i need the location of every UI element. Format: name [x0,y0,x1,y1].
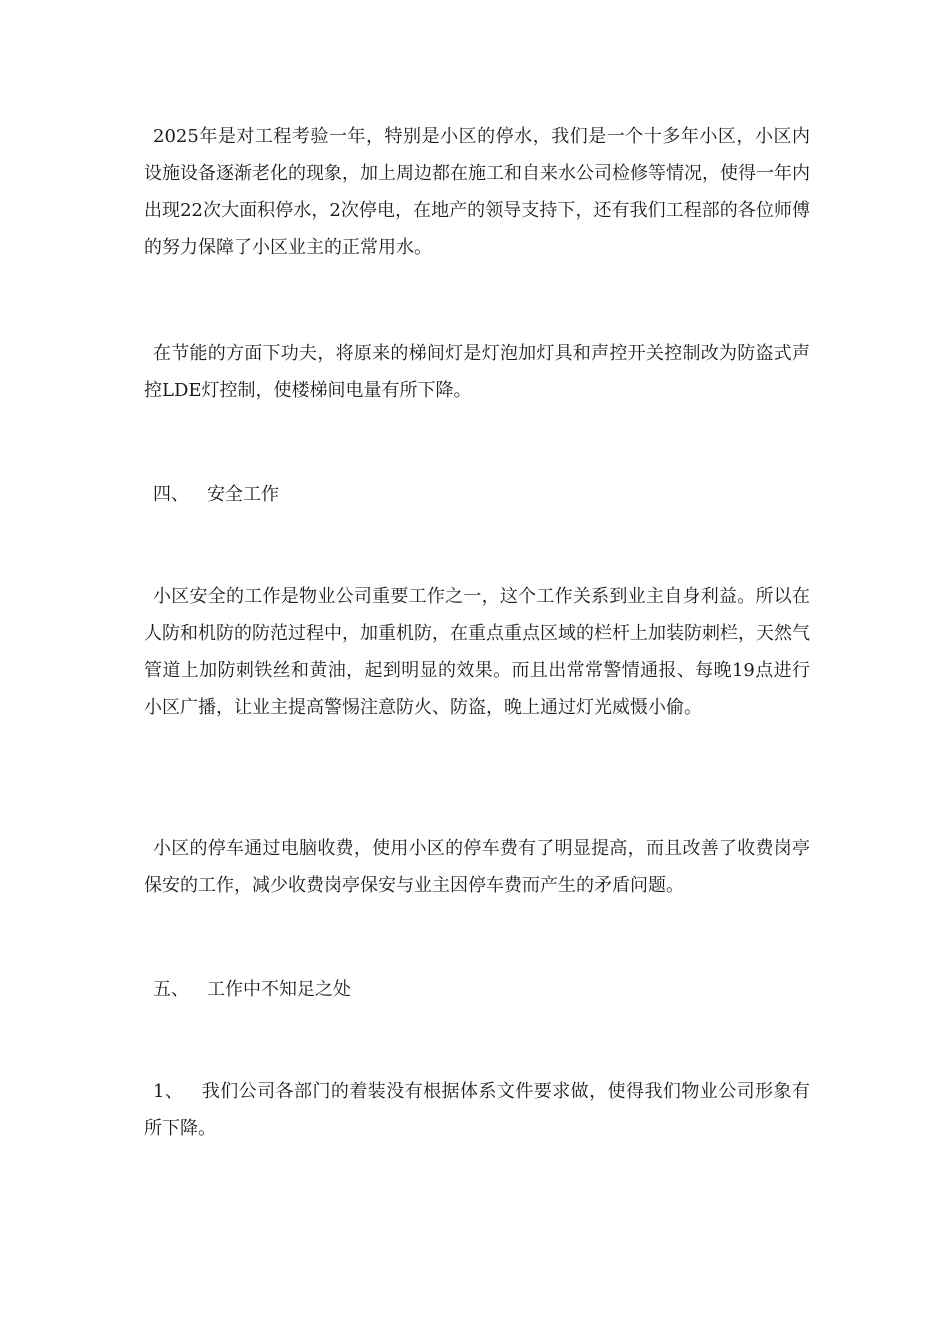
section-heading-shortcomings [144,971,810,1008]
list-item-uniforms [144,1073,810,1147]
list-item-text: 我们公司各部门的着装没有根据体系文件要求做，使得我们物业公司形象有所下降。 [144,1081,810,1139]
section-title: 工作中不知足之处 [207,979,351,1000]
paragraph-energy-saving: 在节能的方面下功夫，将原来的梯间灯是灯泡加灯具和声控开关控制改为防盗式声控LDE灯控制，使楼梯间电量有所下降。 [144,343,810,401]
section-heading-safety [144,476,810,513]
paragraph-safety-work: 小区安全的工作是物业公司重要工作之一，这个工作关系到业主自身利益。所以在人防和机防的防范过程中，加重机防，在重点重点区域的栏杆上加装防刺栏，天然气管道上加防刺铁丝和黄油，起到明显的效果。而且出常常警情通报、每晚19点进行小区广播，让业主提高警惕注意防火、防盗，晚上通过灯光威慑小偷。 [144,586,810,718]
section-number: 五、 [153,979,189,1000]
section-title: 安全工作 [207,484,279,505]
list-item-number: 1、 [153,1081,184,1102]
section-number: 四、 [153,484,189,505]
paragraph-parking-fees: 小区的停车通过电脑收费，使用小区的停车费有了明显提高，而且改善了收费岗亭保安的工作，减少收费岗亭保安与业主因停车费而产生的矛盾问题。 [144,838,810,896]
paragraph-engineering-water: 2025年是对工程考验一年，特别是小区的停水，我们是一个十多年小区，小区内设施设备逐渐老化的现象，加上周边都在施工和自来水公司检修等情况，使得一年内出现22次大面积停水，2次停电，在地产的领导支持下，还有我们工程部的各位师傅的努力保障了小区业主的正常用水。 [144,126,810,258]
